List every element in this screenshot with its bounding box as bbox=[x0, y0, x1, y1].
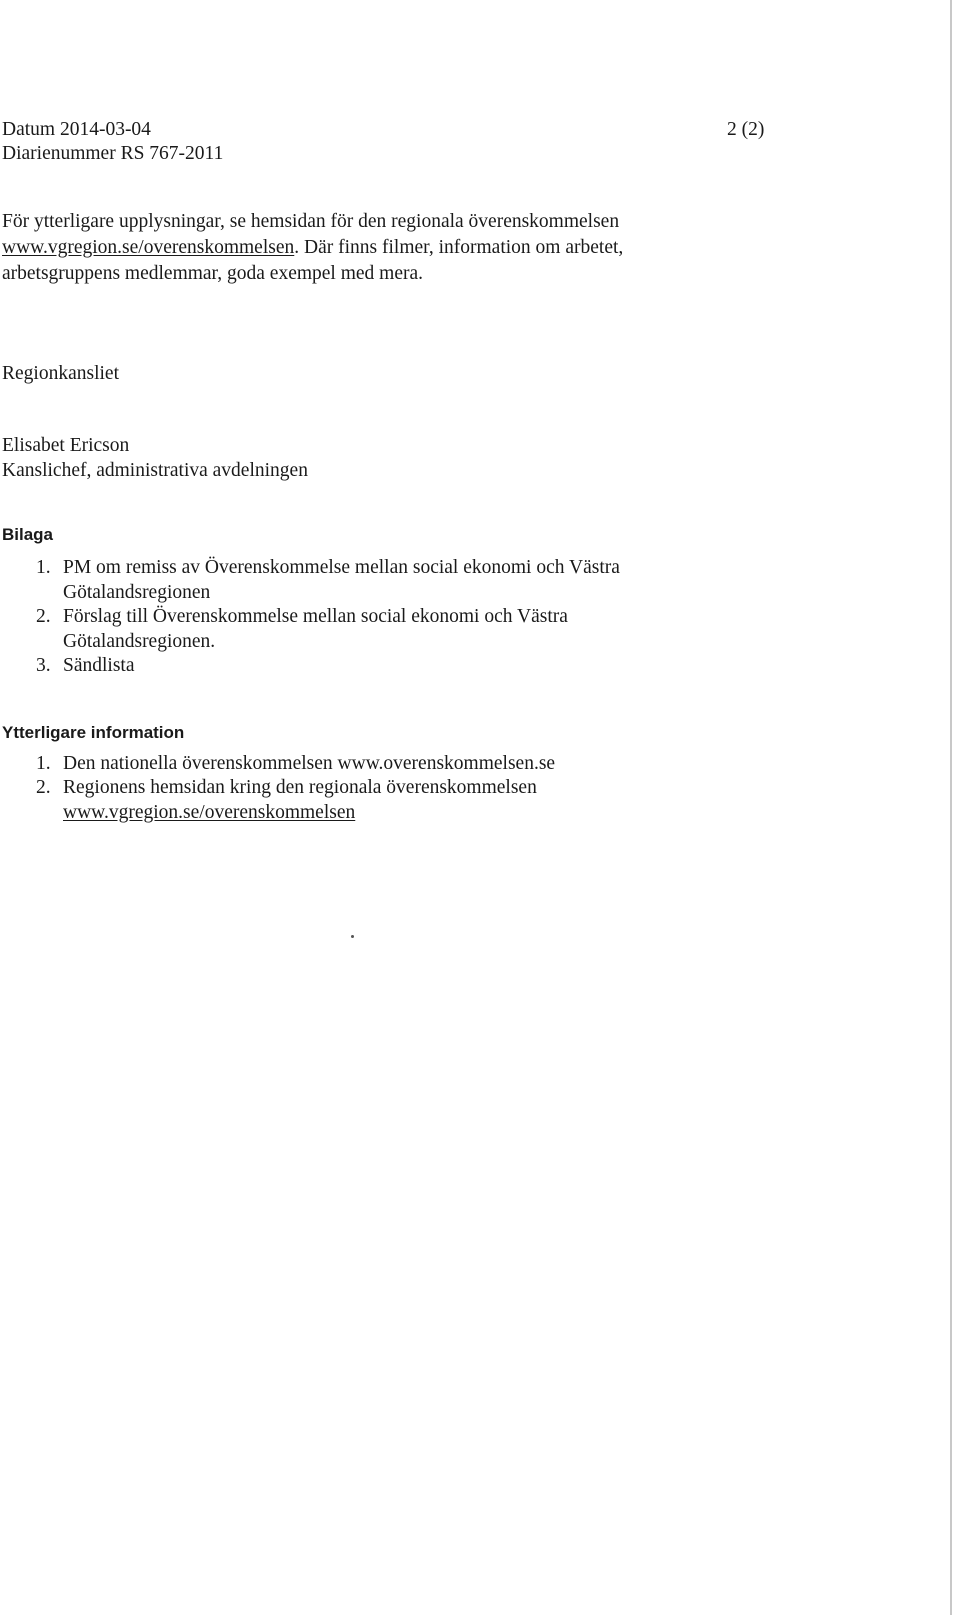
attachment-3-line-1: Sändlista bbox=[63, 655, 135, 676]
sender-name: Elisabet Ericson bbox=[2, 435, 130, 456]
more-info-heading: Ytterligare information bbox=[2, 723, 185, 742]
intro-line-2-rest: . Där finns filmer, information om arbetet, bbox=[294, 237, 624, 258]
attachment-1-number: 1. bbox=[36, 557, 51, 578]
intro-line-2 bbox=[2, 236, 623, 260]
attachment-1-line-2: Götalandsregionen bbox=[63, 582, 211, 603]
more-info-1-line-1: Den nationella överenskommelsen www.overenskommelsen.se bbox=[63, 753, 556, 774]
attachment-2-number: 2. bbox=[36, 606, 51, 627]
attachment-2-line-1: Förslag till Överenskommelse mellan social ekonomi och Västra bbox=[63, 606, 568, 627]
attachment-1-line-1: PM om remiss av Överenskommelse mellan social ekonomi och Västra bbox=[63, 557, 620, 578]
attachment-2-line-2: Götalandsregionen. bbox=[63, 631, 216, 652]
page-number: 2 (2) bbox=[727, 119, 765, 140]
vgregion-link-2[interactable]: www.vgregion.se/overenskommelsen bbox=[63, 802, 356, 823]
more-info-2-line-1: Regionens hemsidan kring den regionala överenskommelsen bbox=[63, 777, 537, 798]
vgregion-link[interactable]: www.vgregion.se/overenskommelsen bbox=[2, 237, 295, 258]
intro-line-1: För ytterligare upplysningar, se hemsidan för den regionala överenskommelsen bbox=[2, 211, 620, 232]
reference-number: Diarienummer RS 767-2011 bbox=[2, 143, 224, 164]
sender-title: Kanslichef, administrativa avdelningen bbox=[2, 460, 308, 481]
date-line: Datum 2014-03-04 bbox=[2, 119, 151, 140]
scan-edge-line bbox=[950, 0, 952, 1615]
more-info-2-number: 2. bbox=[36, 777, 51, 798]
office-name: Regionkansliet bbox=[2, 363, 119, 384]
attachment-3-number: 3. bbox=[36, 655, 51, 676]
intro-line-3: arbetsgruppens medlemmar, goda exempel med mera. bbox=[2, 263, 424, 284]
attachments-heading: Bilaga bbox=[2, 525, 54, 544]
scan-speck bbox=[351, 935, 354, 938]
more-info-1-number: 1. bbox=[36, 753, 51, 774]
